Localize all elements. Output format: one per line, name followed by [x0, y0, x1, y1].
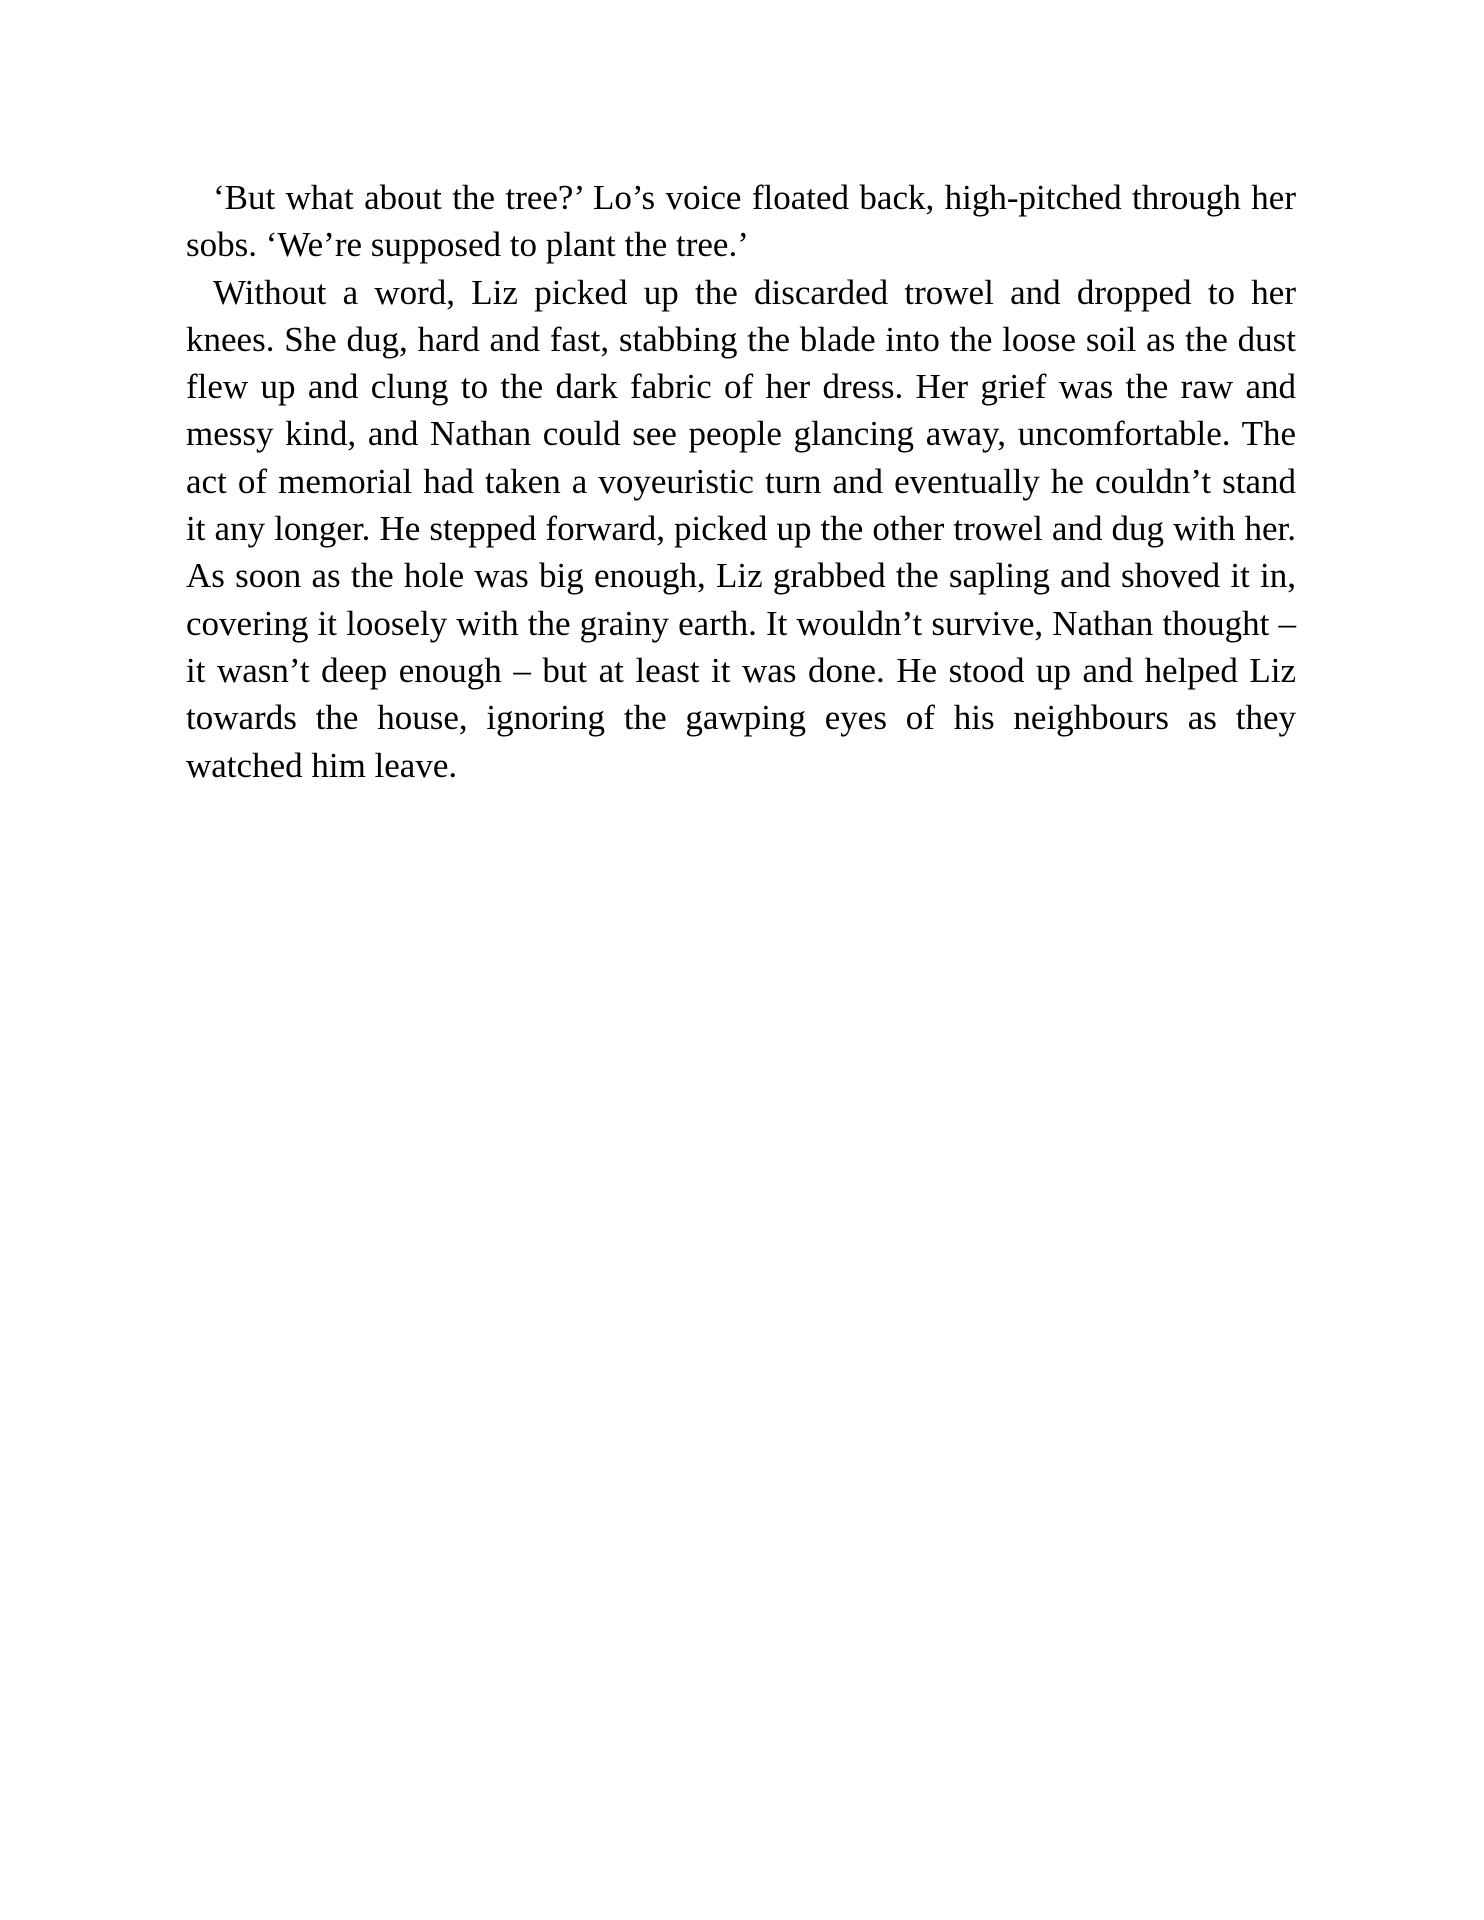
body-text: [186, 174, 1296, 789]
paragraph-1: ‘But what about the tree?’ Lo’s voice floated back, high-pitched through her sobs. ‘We’re supposed to plant the tree.’: [186, 178, 1296, 265]
paragraph-2: Without a word, Liz picked up the discarded trowel and dropped to her knees. She dug, hard and fast, stabbing the blade into the loose soil as the dust flew up and clung to the dark fabric of her dress. Her grief was the raw and messy kind, and Nathan could see people glancing away, uncomfortable. The act of memorial had taken a voyeuristic turn and eventually he couldn’t stand it any longer. He stepped forward, picked up the other trowel and dug with her. As soon as the hole was big enough, Liz grabbed the sapling and shoved it in, covering it loosely with the grainy earth. It wouldn’t survive, Nathan thought – it wasn’t deep enough – but at least it was done. He stood up and helped Liz towards the house, ignoring the gawping eyes of his neighbours as they watched him leave.: [186, 272, 1296, 785]
